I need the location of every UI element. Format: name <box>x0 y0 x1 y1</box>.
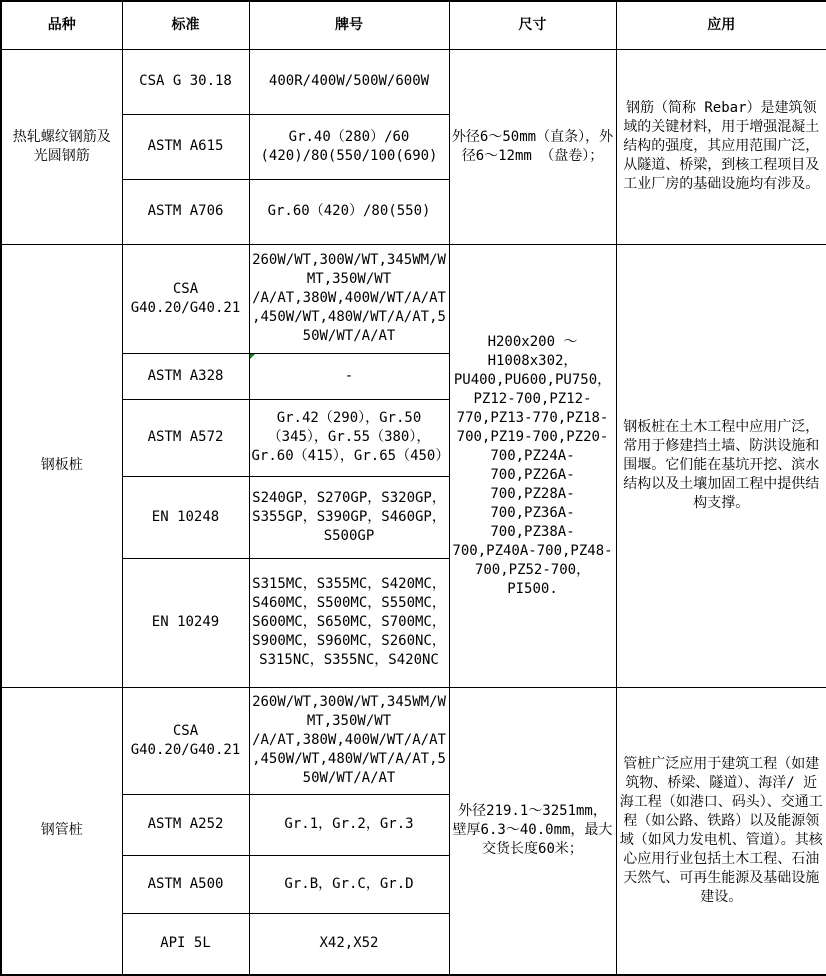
application-cell: 钢板桩在土木工程中应用广泛，常用于修建挡土墙、防洪设施和围堰。它们能在基坑开挖、滨水结构以及土壤加固工程中提供结构支撑。 <box>616 244 826 687</box>
header-application: 应用 <box>616 1 826 49</box>
grade-cell: Gr.40（280）/60 (420)/80(550/100(690) <box>249 114 449 179</box>
grade-cell <box>249 353 449 399</box>
standard-cell: CSA G 30.18 <box>122 49 249 114</box>
table-row <box>1 244 826 353</box>
grade-cell: S315MC，S355MC，S420MC，S460MC，S500MC，S550MC，S600MC，S650MC，S700MC，S900MC，S960MC，S260NC，S315NC，S355NC，S420NC <box>249 558 449 687</box>
application-cell: 钢筋（简称 Rebar）是建筑领域的关键材料，用于增强混凝土结构的强度，其应用范围广泛，从隧道、桥梁，到核工程项目及工业厂房的基础设施均有涉及。 <box>616 49 826 244</box>
standard-cell: EN 10249 <box>122 558 249 687</box>
standard-cell: ASTM A328 <box>122 353 249 399</box>
header-standard: 标准 <box>122 1 249 49</box>
standard-cell: ASTM A706 <box>122 179 249 244</box>
grade-cell: Gr.1，Gr.2，Gr.3 <box>249 794 449 855</box>
size-cell: H200x200 ～H1008x302，PU400,PU600,PU750，PZ12-700,PZ12-770,PZ13-770,PZ18-700,PZ19-700,PZ20-700,PZ24A-700,PZ26A-700,PZ28A-700,PZ36A-700,PZ38A-700,PZ40A-700,PZ48-700,PZ52-700，PI500. <box>449 244 616 687</box>
table-row <box>1 687 826 794</box>
standard-cell: API 5L <box>122 913 249 975</box>
grade-cell: 400R/400W/500W/600W <box>249 49 449 114</box>
header-size: 尺寸 <box>449 1 616 49</box>
standard-cell: ASTM A500 <box>122 855 249 913</box>
grade-cell: 260W/WT,300W/WT,345WM/WMT,350W/WT /A/AT,380W,400W/WT/A/AT ,450W/WT,480W/WT/A/AT,550W/WT/A/AT <box>249 244 449 353</box>
header-product: 品种 <box>1 1 122 49</box>
grade-cell: Gr.42（290），Gr.50（345），Gr.55（380），Gr.60（415），Gr.65（450） <box>249 399 449 476</box>
cell-corner-marker-icon <box>250 354 255 359</box>
grade-cell: 260W/WT,300W/WT,345WM/WMT,350W/WT /A/AT,380W,400W/WT/A/AT ,450W/WT,480W/WT/A/AT,550W/WT/A/AT <box>249 687 449 794</box>
header-grade: 牌号 <box>249 1 449 49</box>
grade-cell: Gr.60（420）/80(550) <box>249 179 449 244</box>
standard-cell: CSA G40.20/G40.21 <box>122 687 249 794</box>
table-row <box>1 49 826 114</box>
product-cell: 钢管桩 <box>1 687 122 975</box>
size-cell: 外径6～50mm（直条），外径6～12mm （盘卷）； <box>449 49 616 244</box>
standard-cell: CSA G40.20/G40.21 <box>122 244 249 353</box>
grade-cell: Gr.B，Gr.C，Gr.D <box>249 855 449 913</box>
standard-cell: ASTM A572 <box>122 399 249 476</box>
table-header-row <box>1 1 826 49</box>
size-cell: 外径219.1～3251mm，壁厚6.3～40.0mm，最大交货长度60米； <box>449 687 616 975</box>
standard-cell: ASTM A615 <box>122 114 249 179</box>
standard-cell: ASTM A252 <box>122 794 249 855</box>
product-cell: 热轧螺纹钢筋及光圆钢筋 <box>1 49 122 244</box>
product-cell: 钢板桩 <box>1 244 122 687</box>
standard-cell: EN 10248 <box>122 476 249 558</box>
grade-cell: S240GP，S270GP，S320GP，S355GP，S390GP，S460GP，S500GP <box>249 476 449 558</box>
grade-cell: X42,X52 <box>249 913 449 975</box>
grade-value: - <box>344 367 354 384</box>
application-cell: 管桩广泛应用于建筑工程（如建筑物、桥梁、隧道）、海洋/ 近海工程（如港口、码头）、交通工程（如公路、铁路）以及能源领域（如风力发电机、管道）。其核心应用行业包括土木工程、石油天然气、可再生能源及基础设施建设。 <box>616 687 826 975</box>
